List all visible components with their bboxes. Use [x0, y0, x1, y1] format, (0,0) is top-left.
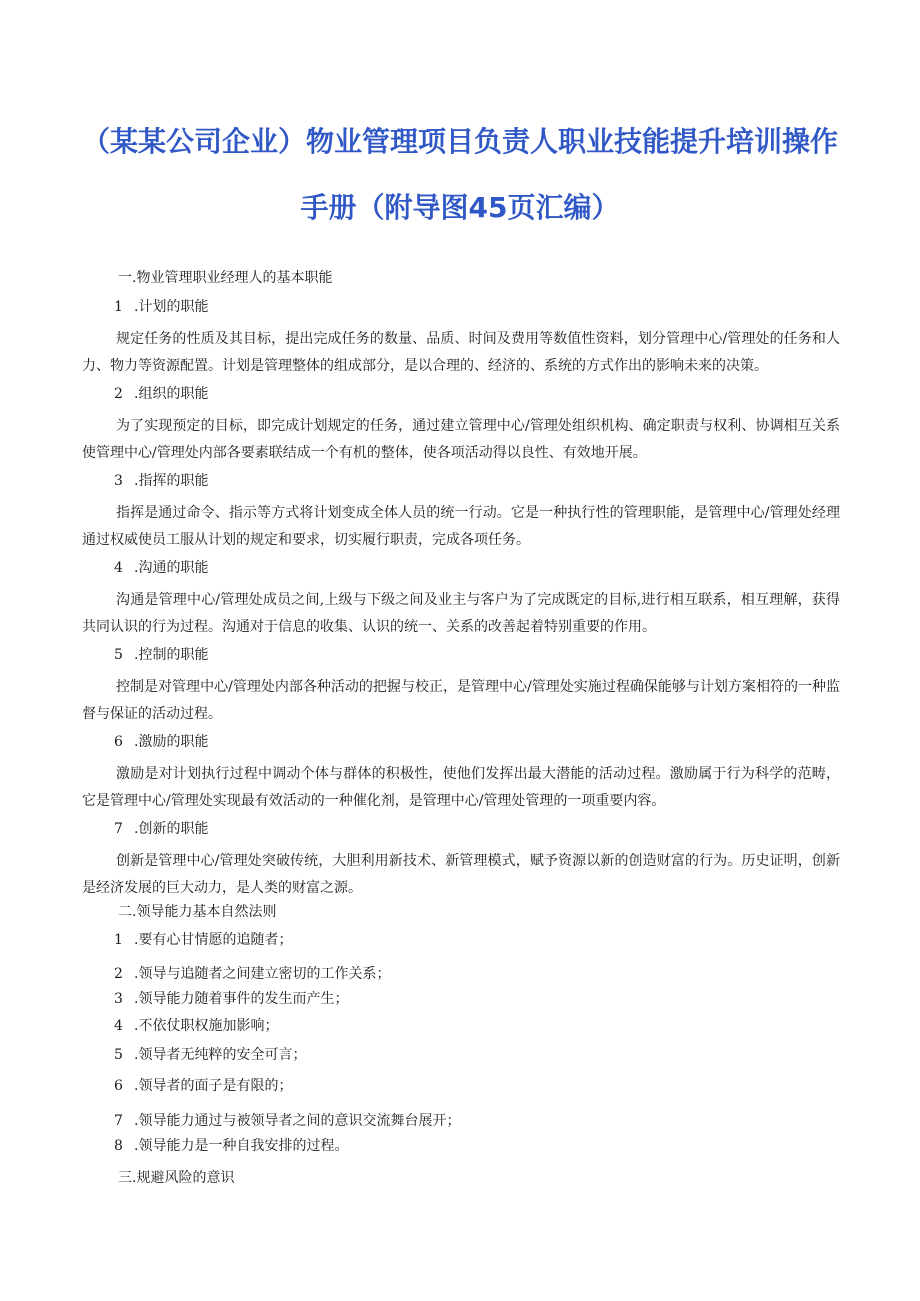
- item-label: .计划的职能: [134, 299, 209, 315]
- item-1-5-heading: [114, 645, 208, 665]
- law-item: [114, 930, 292, 950]
- item-1-5-paragraph: [82, 674, 840, 728]
- item-1-3-heading: [114, 471, 208, 491]
- item-label: .控制的职能: [134, 647, 209, 663]
- paragraph-text: 沟通是管理中心/管理处成员之间,上级与下级之间及业主与客户为了完成既定的目标,进行相互联系，相互理解，获得共同认识的行为过程。沟通对于信息的收集、认识的统一、关系的改善起着特别重要的作用。: [82, 592, 840, 635]
- item-1-4-paragraph: [82, 587, 840, 641]
- item-label: .不依仗职权施加影响；: [134, 1018, 279, 1034]
- item-1-3-paragraph: [82, 500, 840, 554]
- item-label: .组织的职能: [134, 386, 209, 402]
- item-number: 5: [114, 647, 123, 663]
- item-label: .领导者无纯粹的安全可言；: [134, 1047, 307, 1063]
- item-number: 6: [114, 734, 123, 750]
- item-1-7-heading: [114, 819, 208, 839]
- item-label: .要有心甘情愿的追随者；: [134, 932, 293, 948]
- item-1-7-paragraph: [82, 848, 840, 902]
- paragraph-text: 创新是管理中心/管理处突破传统，大胆利用新技术、新管理模式，赋予资源以新的创造财富的行为。历史证明，创新是经济发展的巨大动力，是人类的财富之源。: [82, 853, 840, 896]
- section-2-heading: 二.领导能力基本自然法则: [118, 904, 277, 920]
- law-item: [114, 1076, 292, 1096]
- item-1-1-paragraph: [82, 326, 840, 380]
- paragraph-text: 指挥是通过命令、指示等方式将计划变成全体人员的统一行动。它是一种执行性的管理职能，是管理中心/管理处经理通过权威使员工服从计划的规定和要求，切实履行职责，完成各项任务。: [82, 505, 840, 548]
- paragraph-text: 规定任务的性质及其目标，提出完成任务的数量、品质、时间及费用等数值性资料，划分管理中心/管理处的任务和人力、物力等资源配置。计划是管理整体的组成部分，是以合理的、经济的、系统的方式作出的影响未来的决策。: [82, 331, 840, 374]
- item-1-1-heading: [114, 297, 208, 317]
- item-1-6-heading: [114, 732, 208, 752]
- item-label: .激励的职能: [134, 734, 209, 750]
- section-1-heading: 一.物业管理职业经理人的基本职能: [118, 270, 333, 286]
- item-label: .领导能力通过与被领导者之间的意识交流舞台展开；: [134, 1113, 461, 1129]
- item-number: 1: [114, 932, 123, 948]
- law-item: [114, 1111, 460, 1131]
- item-label: .领导能力是一种自我安排的过程。: [134, 1138, 349, 1154]
- item-label: .指挥的职能: [134, 473, 209, 489]
- item-1-4-heading: [114, 558, 208, 578]
- item-1-2-paragraph: [82, 413, 840, 467]
- item-label: .沟通的职能: [134, 560, 209, 576]
- section-3-heading: 三.规避风险的意识: [118, 1170, 235, 1186]
- item-number: 1: [114, 299, 123, 315]
- item-number: 7: [114, 821, 123, 837]
- law-item: [114, 964, 390, 984]
- document-title-line-2: 手册（附导图45页汇编）: [300, 191, 620, 224]
- item-number: 2: [114, 966, 123, 982]
- item-number: 4: [114, 560, 123, 576]
- item-label: .领导者的面子是有限的；: [134, 1078, 293, 1094]
- item-1-6-paragraph: [82, 761, 840, 815]
- item-number: 3: [114, 473, 123, 489]
- item-number: 5: [114, 1047, 123, 1063]
- paragraph-text: 为了实现预定的目标，即完成计划规定的任务，通过建立管理中心/管理处组织机构、确定职责与权利、协调相互关系使管理中心/管理处内部各要素联结成一个有机的整体，使各项活动得以良性、有效地开展。: [82, 418, 840, 461]
- item-number: 7: [114, 1113, 123, 1129]
- item-number: 2: [114, 386, 123, 402]
- item-number: 3: [114, 991, 123, 1007]
- paragraph-text: 激励是对计划执行过程中调动个体与群体的积极性，使他们发挥出最大潜能的活动过程。激励属于行为科学的范畴，它是管理中心/管理处实现最有效活动的一种催化剂，是管理中心/管理处管理的一项重要内容。: [82, 766, 840, 809]
- law-item: [114, 1045, 306, 1065]
- document-title-line-1: （某某公司企业）物业管理项目负责人职业技能提升培训操作: [81, 125, 838, 158]
- item-label: .领导能力随着事件的发生而产生；: [134, 991, 349, 1007]
- item-number: 4: [114, 1018, 123, 1034]
- item-label: .创新的职能: [134, 821, 209, 837]
- paragraph-text: 控制是对管理中心/管理处内部各种活动的把握与校正，是管理中心/管理处实施过程确保能够与计划方案相符的一种监督与保证的活动过程。: [82, 679, 840, 722]
- law-item: [114, 1136, 348, 1156]
- item-label: .领导与追随者之间建立密切的工作关系；: [134, 966, 391, 982]
- item-1-2-heading: [114, 384, 208, 404]
- law-item: [114, 989, 348, 1009]
- item-number: 6: [114, 1078, 123, 1094]
- item-number: 8: [114, 1138, 123, 1154]
- law-item: [114, 1016, 278, 1036]
